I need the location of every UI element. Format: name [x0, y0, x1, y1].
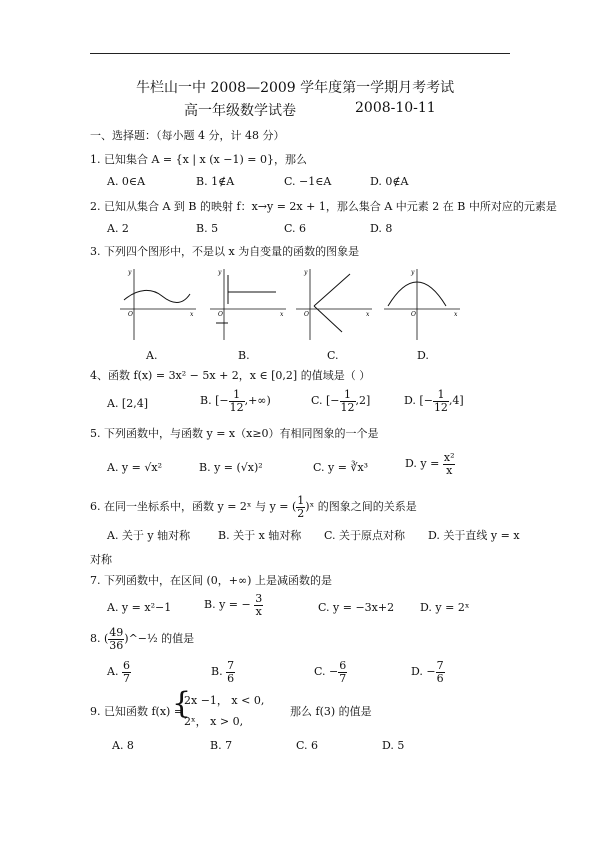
q7-option-a: A. y = x²−1	[107, 601, 172, 614]
q1-option-c: C. −1∈A	[284, 175, 332, 188]
q8-option-b: B. $\frac{7}{6}$	[211, 659, 235, 685]
q6-option-c: C. 关于原点对称	[324, 529, 406, 542]
graph-b-origin: O	[218, 311, 223, 318]
q9-option-b: B. 7	[210, 739, 233, 752]
q9-brace: {	[172, 686, 192, 721]
q5-option-c: C. y = ∛x³	[313, 461, 369, 474]
exam-title: 牛栏山一中 2008—2009 学年度第一学期月考考试	[136, 80, 455, 96]
graph-b	[206, 266, 288, 346]
q8-stem: 8. ( $\frac{49}{36}$ )^−½ 的值是	[90, 626, 195, 652]
q5-stem: 5. 下列函数中，与函数 y = x（x≥0）有相同图象的一个是	[90, 427, 379, 440]
q2-option-a: A. 2	[107, 222, 129, 235]
q7-option-d: D. y = 2ˣ	[420, 601, 470, 614]
q9-stem-post: 那么 f(3) 的值是	[290, 705, 372, 718]
graph-d-origin: O	[411, 311, 416, 318]
q4-option-a: A. [2,4]	[107, 397, 149, 410]
graph-d-y-label: y	[411, 269, 415, 276]
graph-c-y-label: y	[304, 269, 308, 276]
q6-option-d: D. 关于直线 y = x	[428, 529, 520, 542]
graph-b-y-label: y	[218, 269, 222, 276]
graph-d-x-label: x	[454, 311, 458, 318]
graph-a-x-label: x	[190, 311, 194, 318]
q7-stem: 7. 下列函数中，在区间 (0，+∞) 上是减函数的是	[90, 574, 332, 587]
header-rule	[90, 53, 510, 54]
graph-b-x-label: x	[280, 311, 284, 318]
q2-option-c: C. 6	[284, 222, 307, 235]
q9-case-1: 2x −1， x < 0,	[184, 694, 265, 707]
q2-option-b: B. 5	[196, 222, 219, 235]
q2-stem: 2. 已知从集合 A 到 B 的映射 f：x→y = 2x + 1，那么集合 A 中元素 2 在 B 中所对应的元素是	[90, 200, 557, 213]
exam-subtitle: 高一年级数学试卷	[184, 103, 296, 119]
graph-c-x-label: x	[366, 311, 370, 318]
graph-d	[380, 266, 462, 346]
q8-option-d: D. − $\frac{7}{6}$	[411, 659, 444, 685]
q9-case-2: 2ˣ， x > 0,	[184, 715, 244, 728]
q3-option-c: C.	[327, 349, 339, 362]
q3-option-a: A.	[146, 349, 158, 362]
graph-a	[116, 266, 198, 346]
q1-option-b: B. 1∉A	[196, 175, 235, 188]
q9-option-a: A. 8	[112, 739, 134, 752]
q3-stem: 3. 下列四个图形中，不是以 x 为自变量的函数的图象是	[90, 245, 360, 258]
section-heading: 一、选择题：（每小题 4 分，计 48 分）	[90, 129, 285, 142]
q6-option-a: A. 关于 y 轴对称	[107, 529, 191, 542]
exam-date: 2008-10-11	[355, 100, 436, 116]
graph-a-origin: O	[128, 311, 133, 318]
q8-option-c: C. − $\frac{6}{7}$	[314, 659, 347, 685]
q6-option-b: B. 关于 x 轴对称	[218, 529, 302, 542]
q9-stem-pre: 9. 已知函数 f(x) =	[90, 705, 184, 718]
q6-option-d-cont: 对称	[90, 553, 112, 566]
q4-option-b: B. [− $\frac{1}{12}$ ,+∞)	[200, 388, 271, 414]
graph-a-y-label: y	[128, 269, 132, 276]
q4-option-d: D. [− $\frac{1}{12}$ ,4]	[404, 388, 464, 414]
q1-option-d: D. 0∉A	[370, 175, 409, 188]
q9-option-d: D. 5	[382, 739, 405, 752]
q9-option-c: C. 6	[296, 739, 319, 752]
q3-option-d: D.	[417, 349, 429, 362]
q7-option-b: B. y = − $\frac{3}{x}$	[204, 592, 263, 618]
q8-option-a: A. $\frac{6}{7}$	[107, 659, 130, 685]
graph-c	[292, 266, 374, 346]
q4-option-c: C. [− $\frac{1}{12}$ ,2]	[311, 388, 371, 414]
q5-option-a: A. y = √x²	[107, 461, 162, 474]
q3-option-b: B.	[238, 349, 250, 362]
q5-option-d: D. y = $\frac{\text{x²}}{x}$	[405, 451, 455, 477]
q1-stem: 1. 已知集合 A = {x | x (x −1) = 0}，那么	[90, 153, 307, 166]
q1-option-a: A. 0∈A	[107, 175, 146, 188]
q2-option-d: D. 8	[370, 222, 393, 235]
graph-c-origin: O	[304, 311, 309, 318]
q6-stem: 6. 在同一坐标系中，函数 y = 2ˣ 与 y = ( $\frac{1}{2}$ )ˣ 的图象之间的关系是	[90, 494, 417, 520]
q5-option-b: B. y = (√x)²	[199, 461, 263, 474]
q4-stem: 4、函数 f(x) = 3x² − 5x + 2，x ∈ [0,2] 的值域是（ ）	[90, 369, 371, 382]
q7-option-c: C. y = −3x+2	[318, 601, 395, 614]
